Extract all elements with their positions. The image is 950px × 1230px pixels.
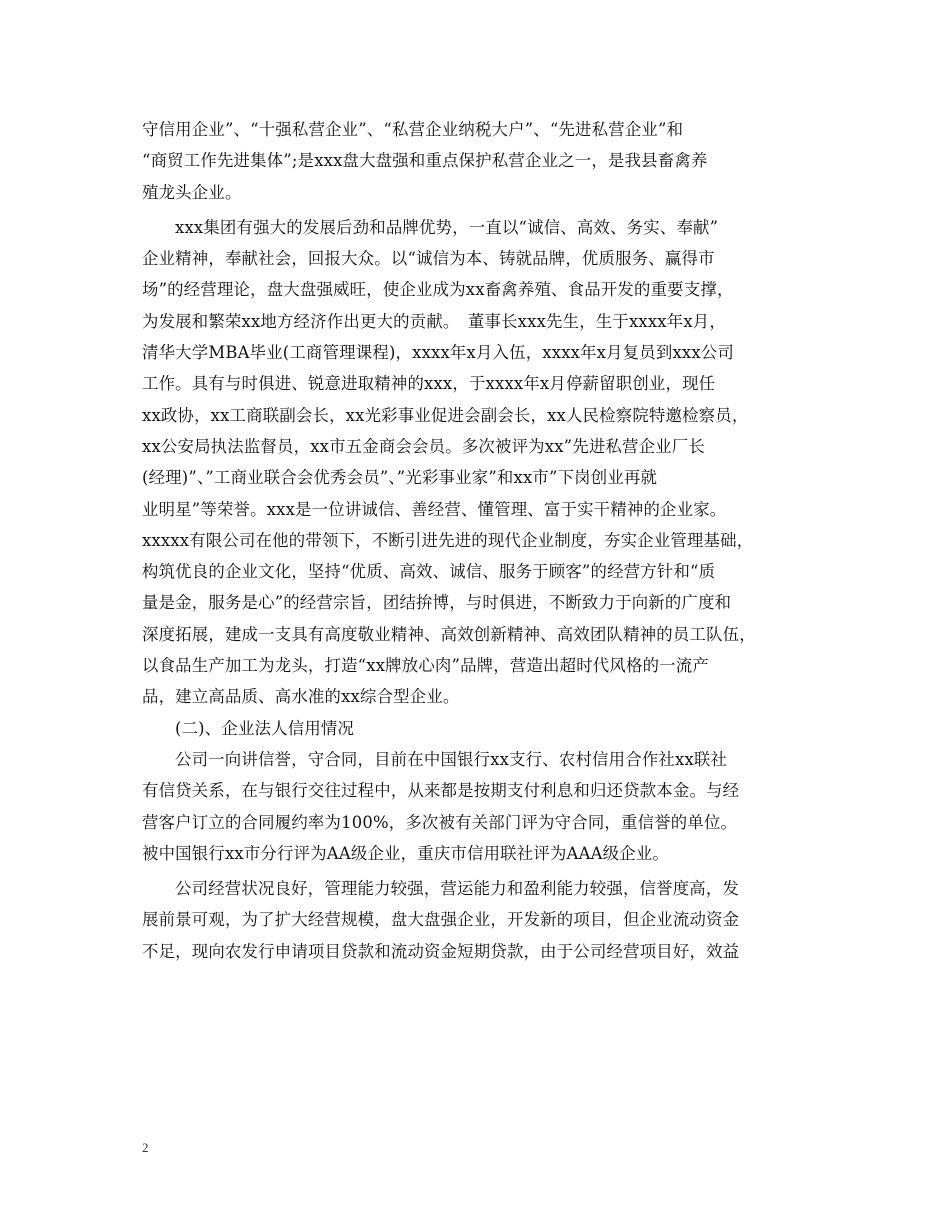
text-line: xxxxx有限公司在他的带领下，不断引进先进的现代企业制度，夯实企业管理基础， bbox=[142, 530, 754, 550]
text-line: 场”的经营理论，盘大盘强威旺，使企业成为xx畜禽养殖、食品开发的重要支撑， bbox=[142, 280, 734, 300]
text-line: 品，建立高品质、高水准的xx综合型企业。 bbox=[142, 687, 460, 707]
text-line: (二)、企业法人信用情况 bbox=[175, 718, 355, 738]
document-body bbox=[142, 114, 818, 967]
paragraph bbox=[142, 713, 818, 744]
text-line: 守信用企业”、“十强私营企业”、“私营企业纳税大户”、“先进私营企业”和 bbox=[142, 120, 684, 139]
text-line: 营客户订立的合同履约率为100%，多次被有关部门评为守合同，重信誉的单位。 bbox=[142, 812, 738, 832]
text-line: 工作。具有与时俱进、锐意进取精神的xxx，于xxxx年x月停薪留职创业，现任 bbox=[142, 374, 716, 394]
text-line: xxx集团有强大的发展后劲和品牌优势，一直以“诚信、高效、务实、奉献” bbox=[175, 217, 719, 237]
paragraph bbox=[142, 873, 818, 967]
text-line: 量是金，服务是心”的经营宗旨，团结拚博，与时俱进，不断致力于向新的广度和 bbox=[142, 593, 732, 613]
text-line: 企业精神，奉献社会，回报大众。以“诚信为本、铸就品牌，优质服务、赢得市 bbox=[142, 249, 715, 269]
paragraph bbox=[142, 114, 818, 208]
text-line: (经理)”、”工商业联合会优秀会员”、”光彩事业家”和xx市”下岗创业再就 bbox=[142, 468, 658, 488]
paragraph bbox=[142, 212, 818, 713]
text-line: 殖龙头企业。 bbox=[142, 182, 242, 202]
text-line: xx公安局执法监督员，xx市五金商会会员。多次被评为xx”先进私营企业厂长 bbox=[142, 436, 705, 456]
text-line: 清华大学MBA毕业(工商管理课程)，xxxx年x月入伍，xxxx年x月复员到xxx公司 bbox=[142, 343, 734, 363]
paragraph bbox=[142, 744, 818, 869]
text-line: 业明星”等荣誉。xxx是一位讲诚信、善经营、懂管理、富于实干精神的企业家。 bbox=[142, 499, 727, 519]
text-line: 有信贷关系，在与银行交往过程中，从来都是按期支付利息和归还贷款本金。与经 bbox=[142, 781, 740, 801]
text-line: 公司一向讲信誉，守合同，目前在中国银行xx支行、农村信用合作社xx联社 bbox=[175, 749, 728, 769]
text-line: 不足，现向农发行申请项目贷款和流动资金短期贷款，由于公司经营项目好，效益 bbox=[142, 941, 740, 961]
text-line: “商贸工作先进集体”;是xxx盘大盘强和重点保护私营企业之一，是我县畜禽养 bbox=[142, 151, 708, 171]
text-line: 构筑优良的企业文化，坚持“优质、高效、诚信、服务于顾客”的经营方针和“质 bbox=[142, 562, 716, 582]
text-line: 被中国银行xx市分行评为AA级企业，重庆市信用联社评为AAA级企业。 bbox=[142, 843, 670, 863]
text-line: 展前景可观，为了扩大经营规模，盘大盘强企业，开发新的项目，但企业流动资金 bbox=[142, 910, 740, 930]
text-line: 为发展和繁荣xx地方经济作出更大的贡献。 董事长xxx先生，生于xxxx年x月， bbox=[142, 311, 726, 331]
text-line: xx政协，xx工商联副会长，xx光彩事业促进会副会长，xx人民检察院特邀检察员， bbox=[142, 405, 749, 425]
page-number: 2 bbox=[142, 1140, 149, 1155]
text-line: 以食品生产加工为龙头，打造“xx牌放心肉”品牌，营造出超时代风格的一流产 bbox=[142, 656, 709, 676]
text-line: 深度拓展，建成一支具有高度敬业精神、高效创新精神、高效团队精神的员工队伍， bbox=[142, 624, 756, 644]
text-line: 公司经营状况良好，管理能力较强，营运能力和盈利能力较强，信誉度高，发 bbox=[175, 879, 740, 899]
